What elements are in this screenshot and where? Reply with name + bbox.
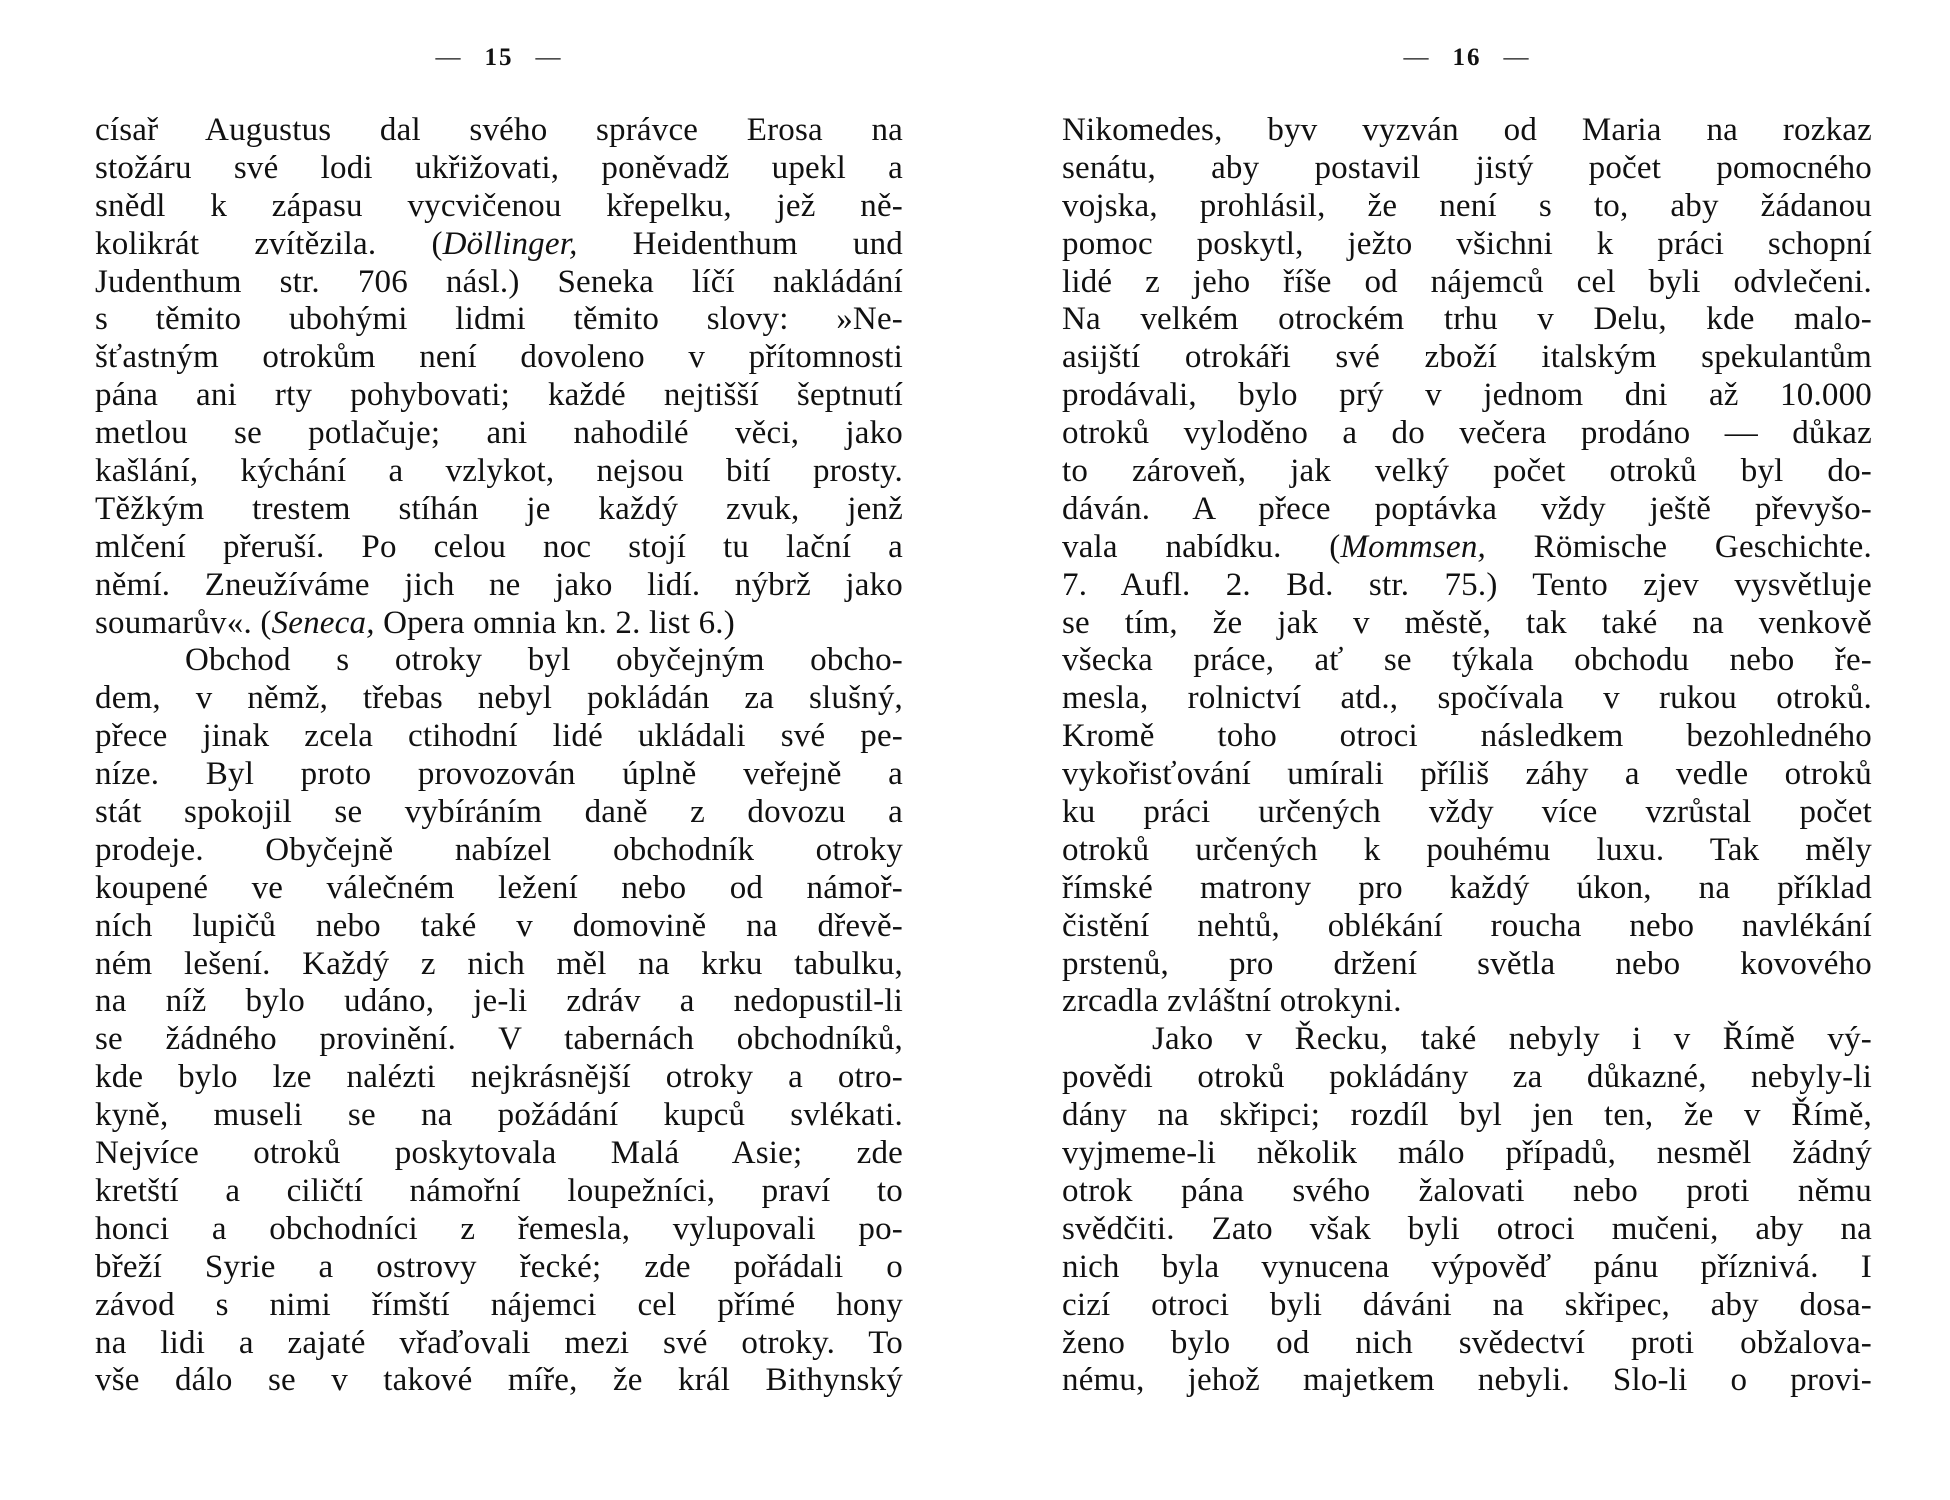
text-line (1062, 983, 1872, 1021)
text-segment: vše dálo se v takové míře, že král Bithynský (95, 1362, 903, 1399)
text-segment: Judenthum str. 706 násl.) Seneka líčí nakládání (95, 263, 903, 300)
text-segment: mlčení přeruší. Po celou noc stojí tu lační a (95, 528, 903, 565)
text-segment: cizí otroci byli dáváni na skřipec, aby dosa- (1062, 1286, 1872, 1323)
text-segment: Heidenthum und (577, 225, 903, 262)
text-segment: stožáru své lodi ukřižovati, poněvadž upekl a (95, 149, 903, 186)
text-line (95, 1211, 903, 1249)
text-line (95, 832, 903, 870)
text-line (1062, 264, 1872, 302)
text-segment: kretští a ciličtí námořní loupežníci, praví to (95, 1172, 903, 1209)
text-segment: níze. Byl proto provozován úplně veřejně a (95, 756, 903, 793)
text-line (95, 491, 903, 529)
text-segment: na lidi a zajaté vřaďovali mezi své otroky. To (95, 1324, 903, 1361)
text-line (95, 415, 903, 453)
text-line (1062, 756, 1872, 794)
text-line (95, 188, 903, 226)
text-line (1062, 832, 1872, 870)
text-segment: otroků vyloděno a do večera prodáno — důkaz (1062, 415, 1872, 452)
text-line (1062, 453, 1872, 491)
text-segment: pána ani rty pohybovati; každé nejtišší šeptnutí (95, 377, 903, 414)
text-segment: prodeje. Obyčejně nabízel obchodník otroky (95, 831, 903, 868)
text-line (95, 339, 903, 377)
text-line (1062, 1325, 1872, 1363)
text-line (95, 642, 903, 680)
text-line (95, 870, 903, 908)
text-line (95, 529, 903, 567)
text-segment: kašlání, kýchání a vzlykot, nejsou bití prosty. (95, 453, 903, 490)
text-line (95, 908, 903, 946)
text-segment: se tím, že jak v městě, tak také na venkově (1062, 604, 1872, 641)
text-segment: dem, v němž, třebas nebyl pokládán za slušný, (95, 680, 903, 717)
text-line (95, 1173, 903, 1211)
text-line (1062, 491, 1872, 529)
text-segment: povědi otroků pokládány za důkazné, nebyly-li (1062, 1059, 1872, 1096)
text-line (1062, 1211, 1872, 1249)
text-line (1062, 567, 1872, 605)
text-line (1062, 529, 1872, 567)
text-segment: císař Augustus dal svého správce Erosa na (95, 112, 903, 148)
text-segment: všecka práce, ať se týkala obchodu nebo ře- (1062, 642, 1872, 679)
text-segment: kde bylo lze nalézti nejkrásnější otroky a otro- (95, 1059, 903, 1096)
text-segment: Nejvíce otroků poskytovala Malá Asie; zde (95, 1135, 903, 1172)
text-line (95, 377, 903, 415)
text-segment: Na velkém otrockém trhu v Delu, kde malo- (1062, 301, 1872, 338)
text-segment: se žádného provinění. V tabernách obchodníků, (95, 1021, 903, 1058)
text-line (1062, 1021, 1872, 1059)
text-line (95, 567, 903, 605)
text-line (95, 1287, 903, 1325)
citation-author: Döllinger, (442, 225, 578, 262)
text-segment: dáván. A přece poptávka vždy ještě převyšo- (1062, 490, 1872, 527)
text-segment: němí. Zneužíváme jich ne jako lidí. nýbrž jako (95, 566, 903, 603)
text-line (95, 1135, 903, 1173)
text-segment: břeží Syrie a ostrovy řecké; zde pořádali o (95, 1248, 903, 1285)
text-line (1062, 377, 1872, 415)
text-segment: Opera omnia kn. 2. list 6.) (374, 604, 735, 641)
text-line (1062, 680, 1872, 718)
text-segment: přece jinak zcela ctihodní lidé ukládali své pe- (95, 718, 903, 755)
text-line (95, 946, 903, 984)
citation-author: Mommsen, (1340, 528, 1486, 565)
text-line (1062, 794, 1872, 832)
text-segment: šťastným otrokům není dovoleno v přítomnosti (95, 339, 903, 376)
text-line (95, 264, 903, 302)
text-line (1062, 1249, 1872, 1287)
text-segment: snědl k zápasu vycvičenou křepelku, jež ně- (95, 187, 903, 224)
text-line (1062, 226, 1872, 264)
text-segment: prodávali, bylo prý v jednom dni až 10.000 (1062, 377, 1872, 414)
text-segment: ném lešení. Každý z nich měl na krku tabulku, (95, 945, 903, 982)
text-segment: metlou se potlačuje; ani nahodilé věci, jako (95, 415, 903, 452)
text-segment: vyjmeme-li několik málo případů, nesměl žádný (1062, 1135, 1872, 1172)
text-line (95, 718, 903, 756)
text-line (95, 453, 903, 491)
text-segment: závod s nimi římští nájemci cel přímé hony (95, 1286, 903, 1323)
text-segment: pomoc poskytl, ježto všichni k práci schopní (1062, 225, 1872, 262)
text-segment: Jako v Řecku, také nebyly i v Římě vý- (1152, 1021, 1872, 1058)
text-segment: Nikomedes, byv vyzván od Maria na rozkaz (1062, 112, 1872, 148)
text-segment: otroků určených k pouhému luxu. Tak měly (1062, 831, 1872, 868)
text-line (95, 1249, 903, 1287)
text-line (1062, 870, 1872, 908)
text-segment: vojska, prohlásil, že není s to, aby žádanou (1062, 187, 1872, 224)
text-segment: koupené ve válečném ležení nebo od námoř- (95, 869, 903, 906)
text-segment: římské matrony pro každý úkon, na příklad (1062, 869, 1872, 906)
text-line (1062, 1287, 1872, 1325)
text-line (95, 1021, 903, 1059)
text-segment: zrcadla zvláštní otrokyni. (1062, 983, 1402, 1020)
text-line (1062, 1097, 1872, 1135)
text-segment: čistění nehtů, oblékání roucha nebo navlékání (1062, 907, 1872, 944)
text-line (1062, 150, 1872, 188)
text-segment: nich byla vynucena výpověď pánu příznivá. I (1062, 1248, 1872, 1285)
text-segment: 7. Aufl. 2. Bd. str. 75.) Tento zjev vysvětluje (1062, 566, 1872, 603)
text-line (95, 112, 903, 150)
text-line (1062, 946, 1872, 984)
text-segment: otrok pána svého žalovati nebo proti němu (1062, 1172, 1872, 1209)
text-line (1062, 642, 1872, 680)
text-segment: soumarův«. ( (95, 604, 272, 641)
page-number-value: 15 (484, 44, 514, 71)
text-line (1062, 1173, 1872, 1211)
text-segment: prstenů, pro držení světla nebo kovového (1062, 945, 1872, 982)
text-line (1062, 908, 1872, 946)
text-segment: senátu, aby postavil jistý počet pomocného (1062, 149, 1872, 186)
text-segment: vykořisťování umírali příliš záhy a vedle otroků (1062, 756, 1872, 793)
text-segment: ženo bylo od nich svědectví proti obžalova- (1062, 1324, 1872, 1361)
text-segment: ních lupičů nebo také v domovině na dřevě- (95, 907, 903, 944)
citation-author: Seneca, (271, 604, 375, 641)
text-line (1062, 339, 1872, 377)
text-segment: vala nabídku. ( (1062, 528, 1341, 565)
text-line (95, 756, 903, 794)
text-segment: nému, jehož majetkem nebyli. Slo-li o provi- (1062, 1362, 1872, 1399)
text-line (95, 226, 903, 264)
right-page-text (1062, 112, 1872, 1400)
text-segment: Kromě toho otroci následkem bezohledného (1062, 718, 1872, 755)
left-page (95, 0, 903, 1500)
text-line (95, 1097, 903, 1135)
text-line (95, 301, 903, 339)
text-line (1062, 605, 1872, 643)
text-line (1062, 718, 1872, 756)
text-line (95, 1325, 903, 1363)
right-page (1062, 0, 1872, 1500)
text-line (1062, 1362, 1872, 1400)
text-segment: s těmito ubohými lidmi těmito slovy: »Ne- (95, 301, 903, 338)
text-line (95, 605, 903, 643)
page-number: — 15 — (435, 44, 563, 71)
text-line (95, 1362, 903, 1400)
text-segment: kolikrát zvítězila. ( (95, 225, 443, 262)
text-line (95, 1059, 903, 1097)
text-segment: honci a obchodníci z řemesla, vylupovali po- (95, 1210, 903, 1247)
text-segment: asijští otrokáři své zboží italským spekulantům (1062, 339, 1872, 376)
text-segment: ku práci určených vždy více vzrůstal počet (1062, 794, 1872, 831)
text-line (1062, 415, 1872, 453)
text-segment: to zároveň, jak velký počet otroků byl do- (1062, 453, 1872, 490)
text-segment: lidé z jeho říše od nájemců cel byli odvlečeni. (1062, 263, 1872, 300)
text-line (95, 794, 903, 832)
text-line (1062, 188, 1872, 226)
text-segment: na níž bylo udáno, je-li zdráv a nedopustil-li (95, 983, 903, 1020)
text-line (95, 680, 903, 718)
text-line (95, 983, 903, 1021)
text-segment: kyně, museli se na požádání kupců svlékati. (95, 1097, 903, 1134)
text-segment: Römische Geschichte. (1485, 528, 1872, 565)
page-number: — 16 — (1403, 44, 1531, 71)
text-line (1062, 1135, 1872, 1173)
text-segment: svědčiti. Zato však byli otroci mučeni, aby na (1062, 1210, 1872, 1247)
page-number-value: 16 (1452, 44, 1482, 71)
text-line (95, 150, 903, 188)
text-line (1062, 1059, 1872, 1097)
text-segment: stát spokojil se vybíráním daně z dovozu a (95, 794, 903, 831)
text-segment: mesla, rolnictví atd., spočívala v rukou otroků. (1062, 680, 1872, 717)
left-page-text (95, 112, 903, 1400)
text-segment: dány na skřipci; rozdíl byl jen ten, že v Římě, (1062, 1097, 1872, 1134)
text-segment: Těžkým trestem stíhán je každý zvuk, jenž (95, 490, 903, 527)
text-segment: Obchod s otroky byl obyčejným obcho- (185, 642, 903, 679)
text-line (1062, 301, 1872, 339)
text-line (1062, 112, 1872, 150)
